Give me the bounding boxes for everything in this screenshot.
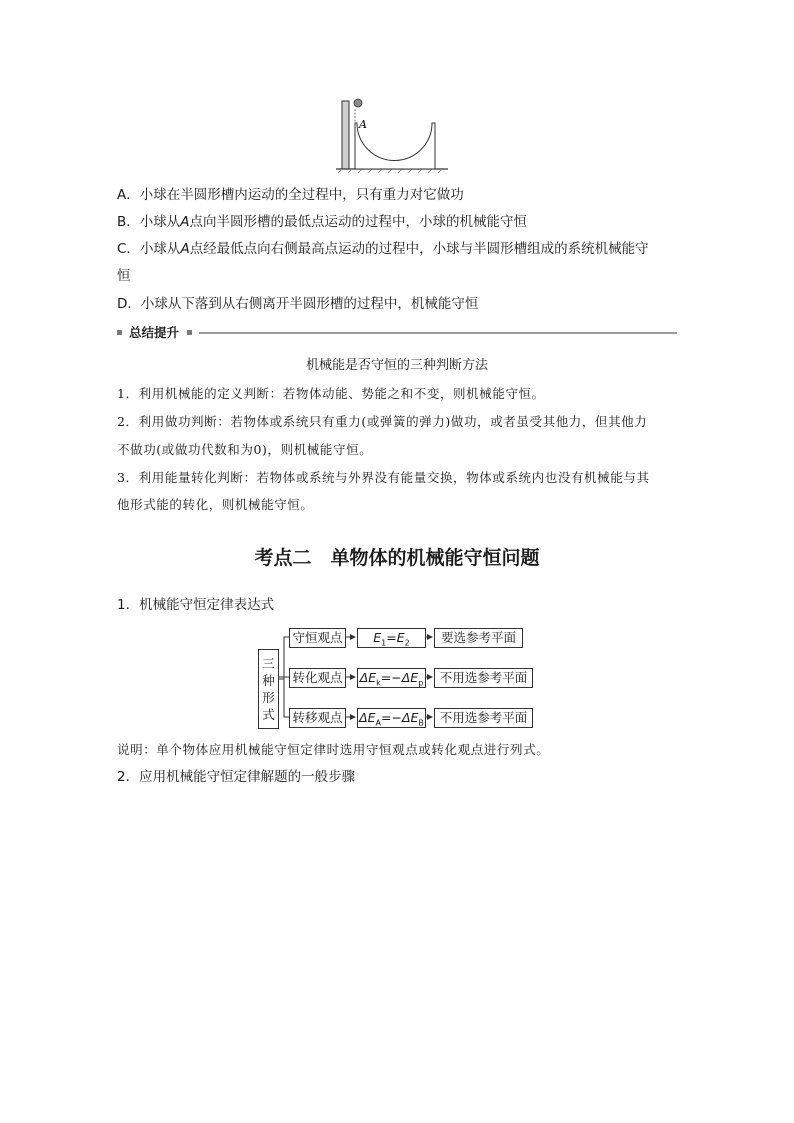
option-c-continued: 恒 bbox=[117, 268, 131, 284]
section-item-2: 2．应用机械能守恒定律解题的一般步骤 bbox=[117, 769, 356, 785]
summary-item: 2．利用做功判断：若物体或系统只有重力(或弹簧的弹力)做功，或者虽受其他力，但其他力 bbox=[117, 414, 648, 429]
semicircle-groove-diagram bbox=[336, 95, 448, 175]
point-a-label: A bbox=[359, 118, 367, 131]
view-box-conversion: 转化观点 bbox=[289, 668, 346, 688]
section-note: 说明：单个物体应用机械能守恒定律时选用守恒观点或转化观点进行列式。 bbox=[117, 742, 550, 757]
formula-box-conservation: $E_1=E_2$ bbox=[357, 628, 426, 648]
groove-figure bbox=[336, 95, 448, 175]
summary-item: 不做功(或做功代数和为0)，则机械能守恒。 bbox=[117, 442, 373, 457]
summary-rule bbox=[199, 332, 677, 334]
section-item-1: 1．机械能守恒定律表达式 bbox=[117, 597, 275, 613]
view-box-conservation: 守恒观点 bbox=[289, 628, 346, 648]
summary-label: 总结提升 bbox=[129, 325, 180, 340]
option-a: A．小球在半圆形槽内运动的全过程中，只有重力对它做功 bbox=[117, 187, 464, 203]
result-box-conversion: 不用选参考平面 bbox=[434, 668, 533, 688]
option-c: C．小球从A点经最低点向右侧最高点运动的过程中，小球与半圆形槽组成的系统机械能守 bbox=[117, 241, 649, 257]
result-box-conservation: 要选参考平面 bbox=[434, 628, 523, 648]
summary-item: 3．利用能量转化判断：若物体或系统与外界没有能量交换，物体或系统内也没有机械能与其 bbox=[117, 470, 650, 485]
summary-header bbox=[117, 324, 677, 342]
result-box-transfer: 不用选参考平面 bbox=[434, 708, 533, 728]
summary-item: 1．利用机械能的定义判断：若物体动能、势能之和不变，则机械能守恒。 bbox=[117, 386, 545, 401]
view-box-transfer: 转移观点 bbox=[289, 708, 346, 728]
summary-title: 机械能是否守恒的三种判断方法 bbox=[305, 358, 488, 373]
wall-block bbox=[342, 101, 349, 169]
option-d: D．小球从下落到从右侧离开半圆形槽的过程中，机械能守恒 bbox=[117, 296, 479, 312]
square-bullet-icon bbox=[117, 330, 122, 335]
ball bbox=[354, 99, 362, 107]
expression-forms-diagram bbox=[258, 625, 538, 733]
section-title: 考点二 单物体的机械能守恒问题 bbox=[254, 547, 540, 569]
square-bullet-icon bbox=[187, 330, 192, 335]
ground-hatching bbox=[338, 169, 442, 173]
groove-body bbox=[355, 123, 435, 169]
formula-box-conversion: $\Delta E_k=-\Delta E_p$ bbox=[357, 668, 426, 688]
summary-item: 他形式能的转化，则机械能守恒。 bbox=[117, 497, 314, 512]
three-forms-label: 三 种 形 式 bbox=[258, 649, 279, 729]
option-b: B．小球从A点向半圆形槽的最低点运动的过程中，小球的机械能守恒 bbox=[117, 214, 528, 230]
formula-box-transfer: $\Delta E_A=-\Delta E_B$ bbox=[357, 708, 426, 728]
